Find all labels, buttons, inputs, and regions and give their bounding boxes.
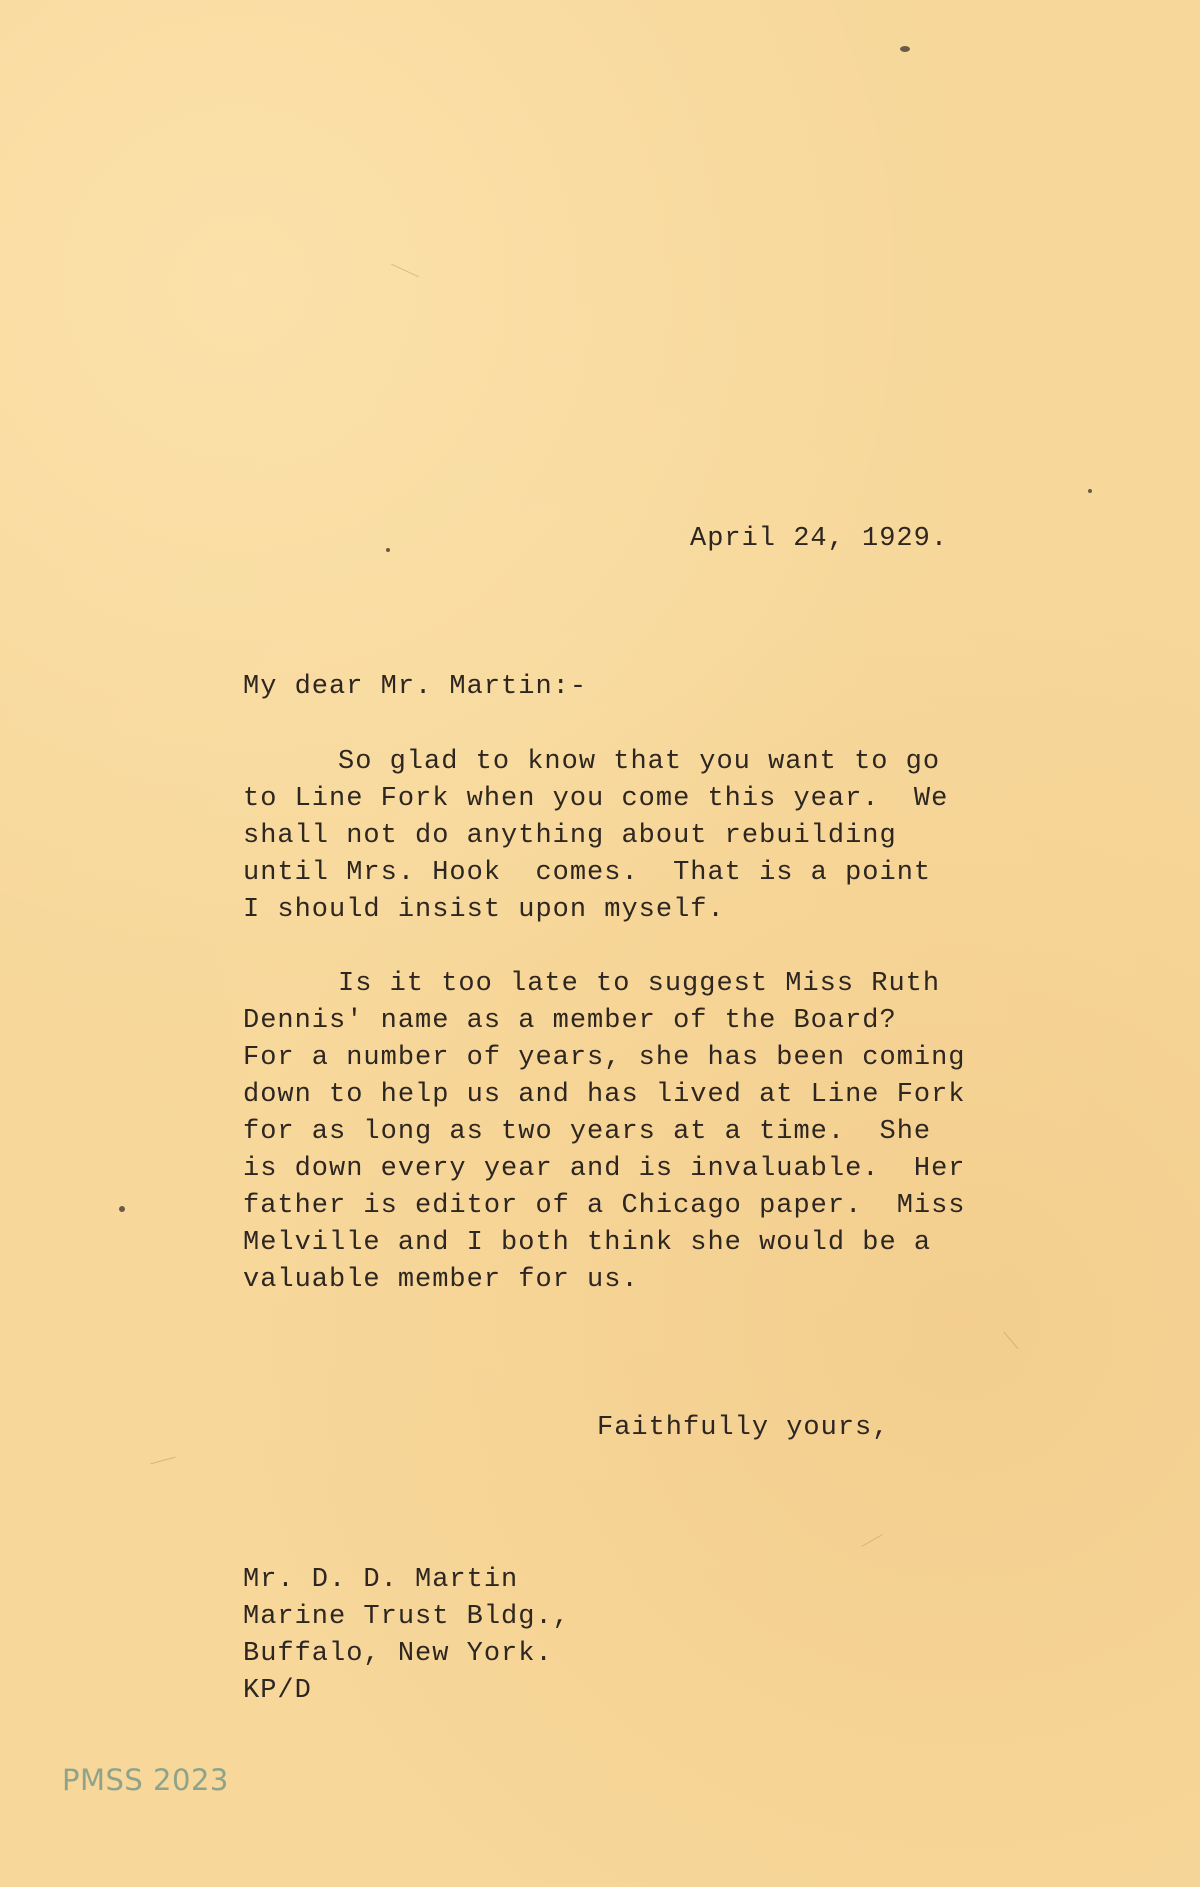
paragraph-line: So glad to know that you want to go — [338, 747, 941, 777]
archive-stamp: PMSS 2023 — [62, 1763, 229, 1797]
paper-speck — [386, 548, 390, 552]
address-line: Buffalo, New York. — [243, 1639, 553, 1669]
letter-closing: Faithfully yours, — [597, 1413, 890, 1443]
paper-fiber — [1004, 1332, 1019, 1349]
paper-fiber — [391, 264, 419, 278]
address-line: KP/D — [243, 1676, 312, 1706]
paper-speck — [900, 46, 910, 52]
letter-paragraph-2 — [243, 966, 966, 1299]
paper-speck — [119, 1206, 125, 1212]
paragraph-line: For a number of years, she has been coming — [243, 1043, 966, 1073]
letter-salutation: My dear Mr. Martin:- — [243, 672, 588, 702]
letter-paragraph-1 — [243, 744, 948, 929]
paper-fiber — [150, 1457, 175, 1465]
recipient-address — [243, 1562, 570, 1710]
paragraph-line: Is it too late to suggest Miss Ruth — [338, 969, 941, 999]
paragraph-line: shall not do anything about rebuilding — [243, 821, 897, 851]
paragraph-line: Melville and I both think she would be a — [243, 1228, 932, 1258]
paper-fiber — [861, 1534, 882, 1547]
paragraph-line: valuable member for us. — [243, 1265, 639, 1295]
address-line: Mr. D. D. Martin — [243, 1565, 519, 1595]
paragraph-line: until Mrs. Hook comes. That is a point — [243, 858, 932, 888]
paragraph-line: to Line Fork when you come this year. We — [243, 784, 949, 814]
paragraph-line: I should insist upon myself. — [243, 895, 725, 925]
paragraph-line: is down every year and is invaluable. Her — [243, 1154, 966, 1184]
paragraph-line: father is editor of a Chicago paper. Miss — [243, 1191, 966, 1221]
letter-date: April 24, 1929. — [690, 524, 949, 554]
paper-speck — [1088, 489, 1092, 493]
paragraph-line: Dennis' name as a member of the Board? — [243, 1006, 897, 1036]
paragraph-line: for as long as two years at a time. She — [243, 1117, 932, 1147]
paragraph-line: down to help us and has lived at Line Fork — [243, 1080, 966, 1110]
address-line: Marine Trust Bldg., — [243, 1602, 570, 1632]
